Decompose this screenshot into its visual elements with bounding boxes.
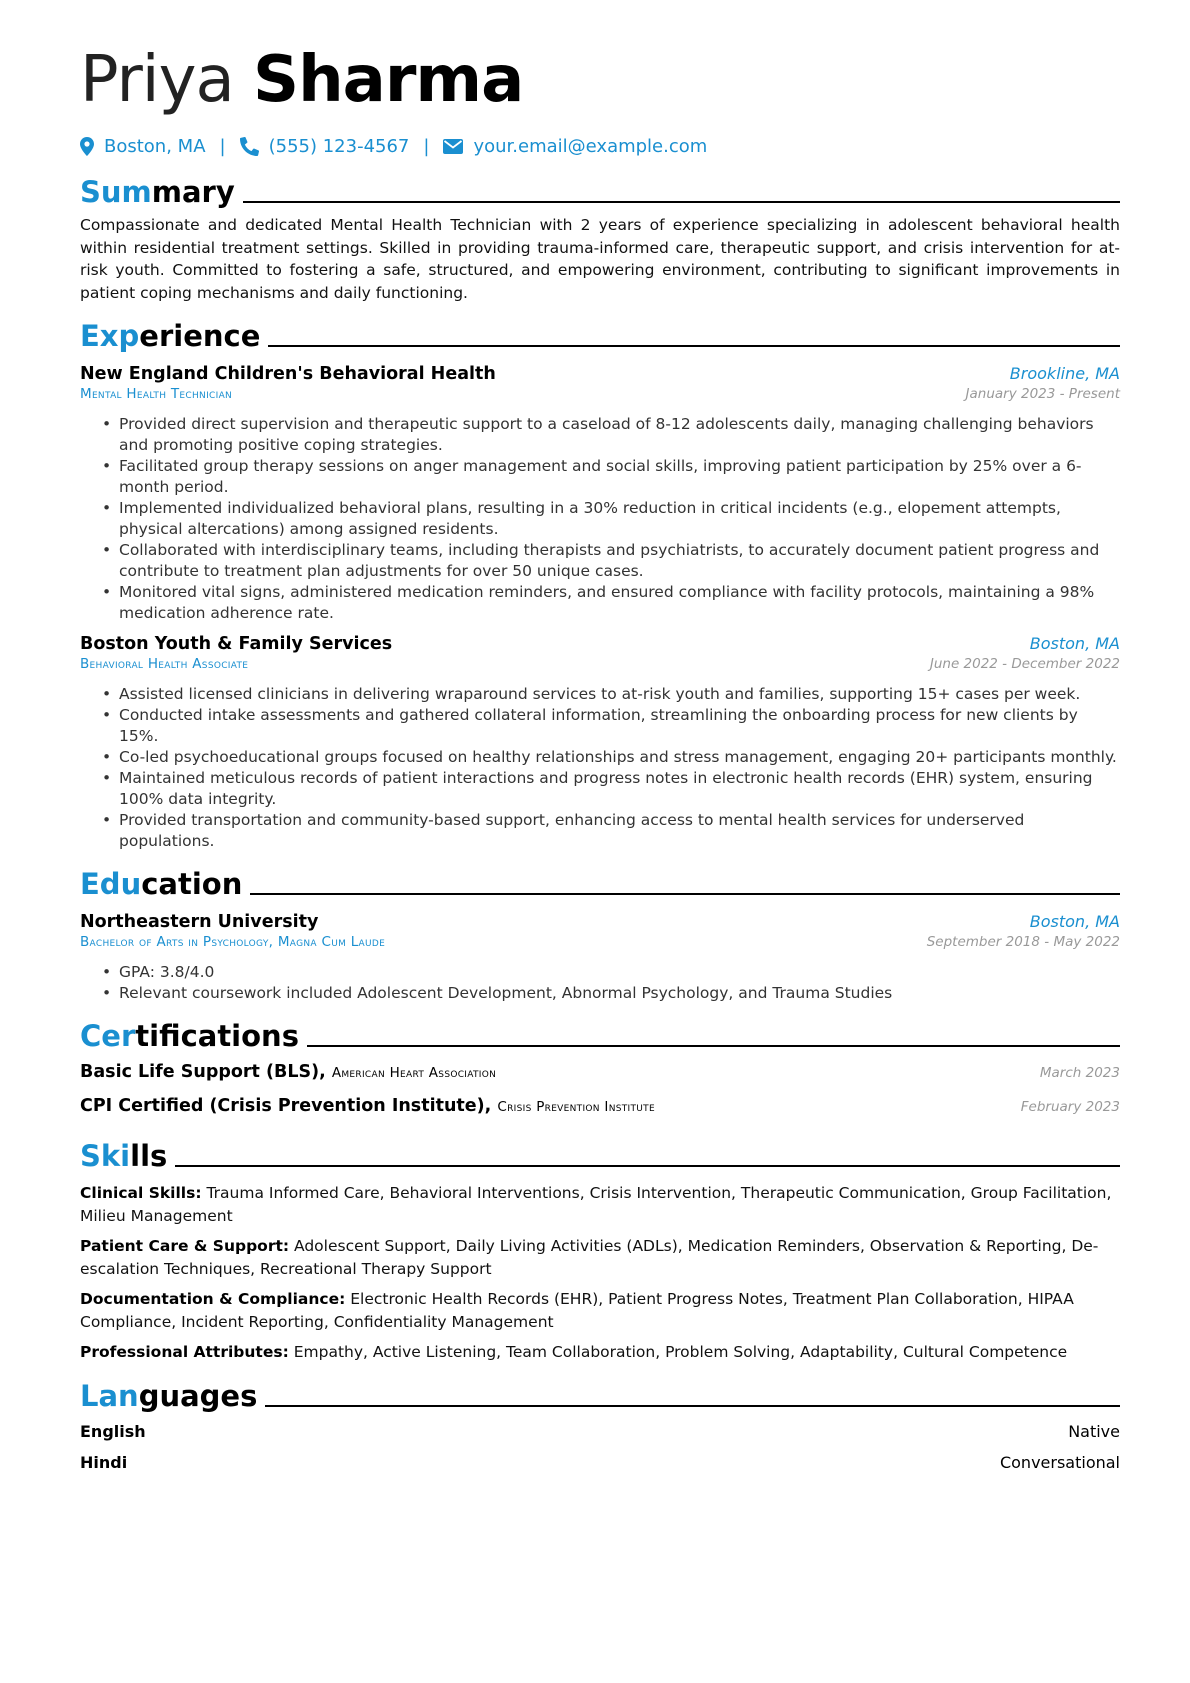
- experience-heading: [80, 316, 1120, 354]
- job-title: Behavioral Health Associate: [80, 656, 249, 672]
- language-name: English: [80, 1421, 146, 1441]
- education-title-rest: cation: [141, 867, 243, 901]
- certification-name: Basic Life Support (BLS): [80, 1062, 320, 1082]
- skill-group: [80, 1235, 1120, 1280]
- phone-icon: [240, 137, 259, 156]
- language-level: Native: [1068, 1421, 1120, 1441]
- education-detail-item: • GPA: 3.8/4.0: [102, 962, 1120, 983]
- certification-issuer: Crisis Prevention Institute: [497, 1099, 655, 1115]
- skill-group-label: Patient Care & Support:: [80, 1237, 290, 1255]
- contact-phone: [240, 136, 410, 157]
- school-location: Boston, MA: [1029, 912, 1120, 931]
- certification-item: Basic Life Support (BLS), American Heart Association March 2023: [80, 1062, 1120, 1082]
- achievement-item: • Provided direct supervision and therapeutic support to a caseload of 8-12 adolescents daily, managing challenging behaviors and promoting positive coping strategies.: [102, 414, 1120, 456]
- section-rule: [265, 1405, 1120, 1407]
- certification-item: CPI Certified (Crisis Prevention Institute), Crisis Prevention Institute February 2023: [80, 1096, 1120, 1116]
- certification-date: March 2023: [1039, 1065, 1120, 1081]
- section-rule: [250, 893, 1120, 895]
- education-heading: [80, 864, 1120, 902]
- section-rule: [268, 345, 1120, 347]
- map-pin-icon: [80, 137, 94, 156]
- summary-text: Compassionate and dedicated Mental Health Technician with 2 years of experience specializing in adolescent behavioral health within residential treatment settings. Skilled in providing trauma-informed care, therapeutic support, and crisis intervention for at-risk youth. Committed to fostering a safe, structured, and empowering environment, contributing to significant improvements in patient coping mechanisms and daily functioning.: [80, 216, 1120, 302]
- skill-group-items: Empathy, Active Listening, Team Collaboration, Problem Solving, Adaptability, Cultural Competence: [293, 1343, 1068, 1361]
- achievement-item: • Maintained meticulous records of patient interactions and progress notes in electronic health records (EHR) system, ensuring 100% data integrity.: [102, 768, 1120, 810]
- skill-group-label: Clinical Skills:: [80, 1184, 202, 1202]
- email-link[interactable]: your.email@example.com: [473, 135, 708, 157]
- skill-group-items: Trauma Informed Care, Behavioral Interventions, Crisis Intervention, Therapeutic Communication, Group Facilitation, Milieu Management: [80, 1184, 1112, 1225]
- language-level: Conversational: [999, 1452, 1120, 1472]
- skill-group: [80, 1341, 1120, 1364]
- employer-location: Brookline, MA: [1009, 364, 1120, 383]
- skills-title-rest: lls: [130, 1139, 168, 1173]
- education-detail-item: • Relevant coursework included Adolescent Development, Abnormal Psychology, and Trauma Studies: [102, 983, 1120, 1004]
- summary-title-highlight: Sum: [80, 175, 152, 209]
- experience-title-highlight: Exp: [80, 319, 140, 353]
- achievement-list: [80, 684, 1120, 852]
- section-rule: [243, 201, 1120, 203]
- employer-name: New England Children's Behavioral Health: [80, 364, 496, 384]
- employer-name: Boston Youth & Family Services: [80, 634, 393, 654]
- achievement-item: • Collaborated with interdisciplinary teams, including therapists and psychiatrists, to accurately document patient progress and contribute to treatment plan adjustments for over 50 unique cases.: [102, 540, 1120, 582]
- education-details: [80, 962, 1120, 1004]
- skill-group-label: Professional Attributes:: [80, 1343, 289, 1361]
- achievement-list: [80, 414, 1120, 624]
- contact-line: [80, 132, 1120, 160]
- certification-date: February 2023: [1020, 1099, 1120, 1115]
- skill-group: [80, 1288, 1120, 1333]
- resume-content: [80, 38, 1120, 1476]
- languages-title-highlight: Lan: [80, 1378, 139, 1413]
- certifications-title-highlight: Cer: [80, 1019, 136, 1053]
- languages-heading: [80, 1376, 1120, 1414]
- certification-name: CPI Certified (Crisis Prevention Institute): [80, 1096, 485, 1116]
- education-entry: [80, 912, 1120, 1004]
- experience-entry: [80, 634, 1120, 852]
- certifications-title-rest: tifications: [135, 1019, 299, 1053]
- school-name: Northeastern University: [80, 912, 319, 932]
- summary-title-rest: mary: [151, 175, 235, 209]
- certifications-heading: [80, 1016, 1120, 1054]
- skills-heading: [80, 1136, 1120, 1174]
- experience-title-rest: erience: [139, 319, 261, 353]
- degree: Bachelor of Arts in Psychology, Magna Cum Laude: [80, 934, 386, 950]
- job-dates: June 2022 - December 2022: [929, 656, 1120, 672]
- phone-text: (555) 123-4567: [268, 135, 410, 157]
- languages-title-rest: guages: [138, 1378, 258, 1413]
- language-name: Hindi: [80, 1452, 128, 1472]
- language-item: [80, 1422, 1120, 1445]
- achievement-item: • Co-led psychoeducational groups focused on healthy relationships and stress management, engaging 20+ participants monthly.: [102, 747, 1120, 768]
- achievement-item: • Facilitated group therapy sessions on anger management and social skills, improving patient participation by 25% over a 6-month period.: [102, 456, 1120, 498]
- achievement-item: • Implemented individualized behavioral plans, resulting in a 30% reduction in critical incidents (e.g., elopement attempts, physical altercations) among assigned residents.: [102, 498, 1120, 540]
- location-text: Boston, MA: [104, 135, 206, 157]
- achievement-item: • Provided transportation and community-based support, enhancing access to mental health services for underserved populations.: [102, 810, 1120, 852]
- achievement-item: • Monitored vital signs, administered medication reminders, and ensured compliance with facility protocols, maintaining a 98% medication adherence rate.: [102, 582, 1120, 624]
- achievement-item: • Assisted licensed clinicians in delivering wraparound services to at-risk youth and families, supporting 15+ cases per week.: [102, 684, 1120, 705]
- education-title-highlight: Edu: [80, 867, 142, 901]
- section-rule: [175, 1165, 1120, 1167]
- contact-separator: |: [423, 135, 430, 157]
- achievement-item: • Conducted intake assessments and gathered collateral information, streamlining the onboarding process for new clients by 15%.: [102, 705, 1120, 747]
- language-item: [80, 1453, 1120, 1476]
- contact-location: [80, 136, 206, 157]
- first-name: Priya: [80, 43, 234, 117]
- envelope-icon: [443, 139, 463, 154]
- job-dates: January 2023 - Present: [965, 386, 1120, 402]
- education-dates: September 2018 - May 2022: [926, 934, 1120, 950]
- skills-title-highlight: Ski: [80, 1139, 131, 1173]
- skill-group: [80, 1182, 1120, 1227]
- skill-group-label: Documentation & Compliance:: [80, 1290, 346, 1308]
- contact-email[interactable]: [443, 136, 707, 157]
- candidate-name: [80, 38, 1120, 122]
- employer-location: Boston, MA: [1029, 634, 1120, 653]
- skill-group-items: Electronic Health Records (EHR), Patient Progress Notes, Treatment Plan Collaboration, HIPAA Compliance, Incident Reporting, Confidentiality Management: [80, 1290, 1074, 1331]
- section-rule: [307, 1045, 1120, 1047]
- skill-group-items: Adolescent Support, Daily Living Activities (ADLs), Medication Reminders, Observation & Reporting, De-escalation Techniques, Recreational Therapy Support: [80, 1237, 1099, 1278]
- contact-separator: |: [219, 135, 226, 157]
- last-name: Sharma: [253, 43, 524, 117]
- summary-heading: [80, 172, 1120, 210]
- certification-issuer: American Heart Association: [331, 1065, 497, 1081]
- experience-entry: [80, 364, 1120, 624]
- job-title: Mental Health Technician: [80, 386, 233, 402]
